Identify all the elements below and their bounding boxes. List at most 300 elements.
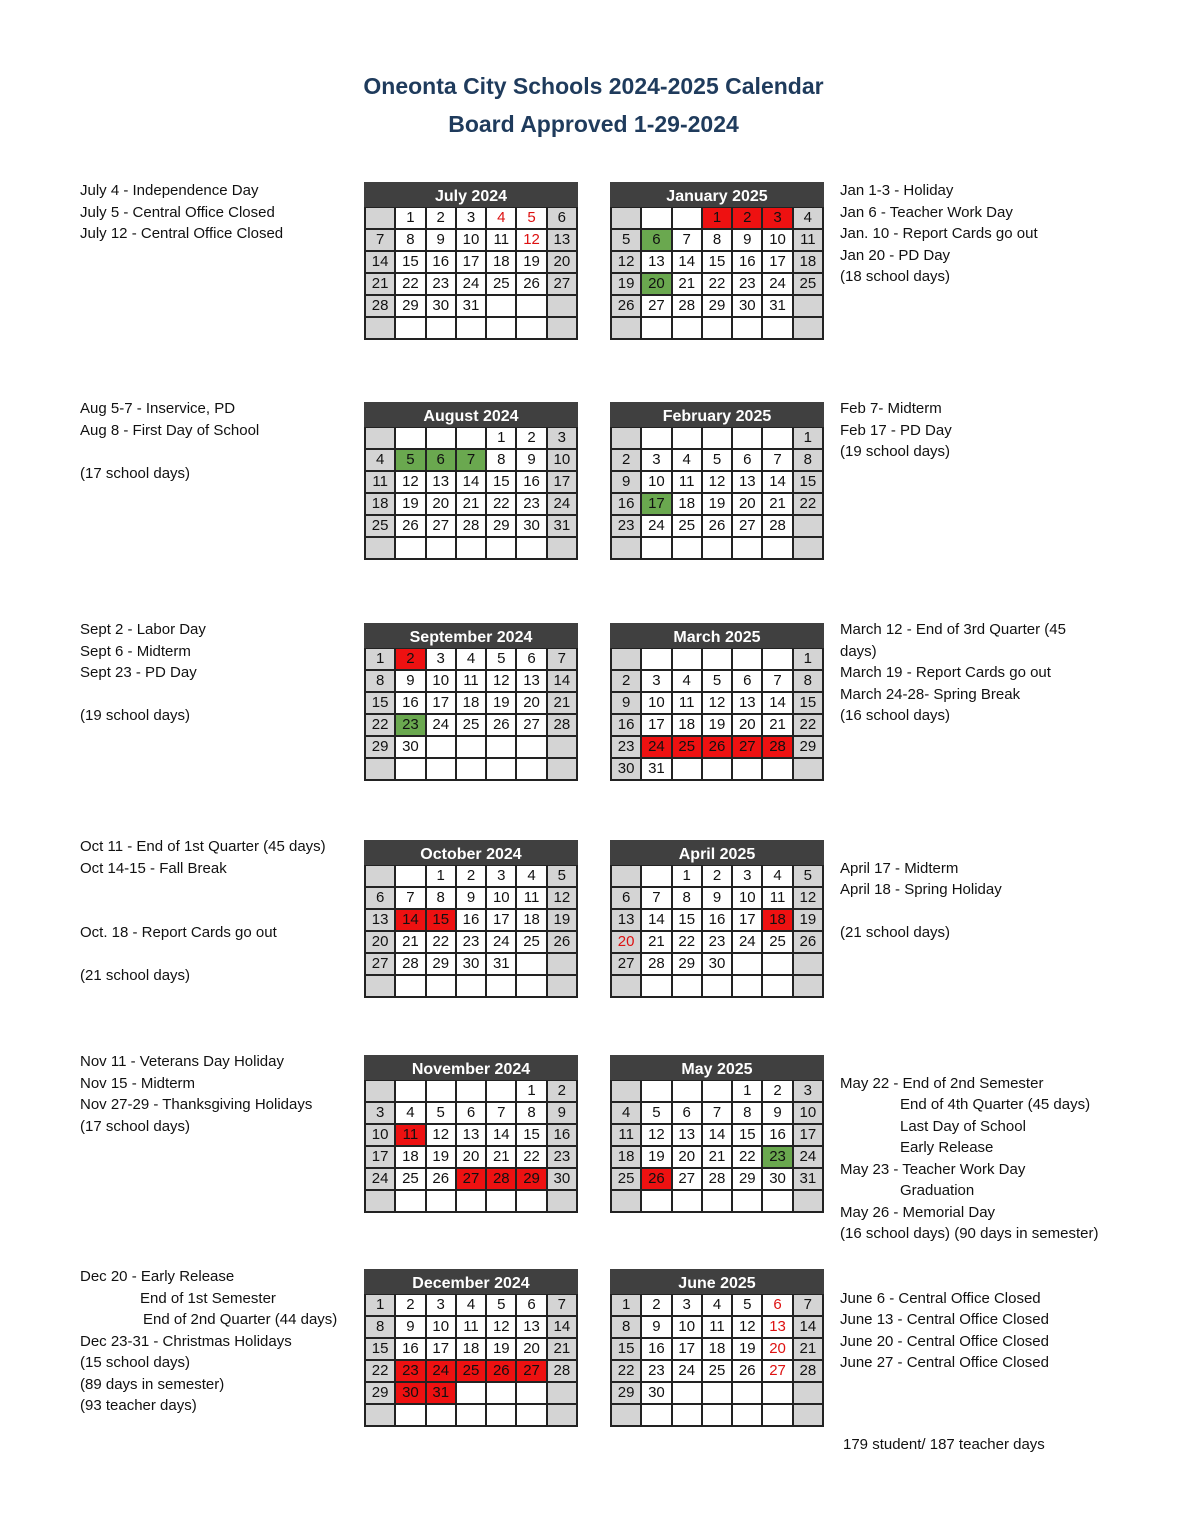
day-cell: 6 [763, 1295, 793, 1317]
empty-cell [366, 866, 396, 888]
day-cell: 30 [763, 1169, 793, 1191]
empty-cell [703, 649, 733, 671]
empty-cell [673, 1383, 703, 1405]
empty-cell [366, 976, 396, 998]
day-cell: 18 [612, 1147, 642, 1169]
day-cell: 12 [703, 693, 733, 715]
note-line [840, 1266, 1049, 1288]
day-cell: 26 [612, 296, 642, 318]
note-line: (21 school days) [840, 924, 951, 941]
day-cell: 30 [733, 296, 763, 318]
note-line: Dec 20 - Early Release [80, 1268, 235, 1285]
day-cell: 3 [427, 1295, 457, 1317]
day-cell: 25 [673, 516, 703, 538]
day-cell: 30 [517, 516, 547, 538]
month-calendar [610, 182, 824, 340]
month-title: May 2025 [610, 1055, 824, 1080]
day-cell: 17 [794, 1125, 824, 1147]
day-cell: 9 [612, 693, 642, 715]
month-grid [610, 865, 824, 998]
day-cell: 26 [517, 274, 547, 296]
day-cell: 13 [457, 1125, 487, 1147]
day-cell: 17 [548, 472, 578, 494]
day-cell: 19 [396, 494, 426, 516]
day-cell: 26 [427, 1169, 457, 1191]
day-cell: 4 [457, 1295, 487, 1317]
empty-cell [642, 318, 672, 340]
empty-cell [487, 1191, 517, 1213]
day-cell: 2 [733, 208, 763, 230]
day-cell: 7 [673, 230, 703, 252]
day-cell: 18 [366, 494, 396, 516]
day-cell: 24 [548, 494, 578, 516]
empty-cell [396, 1405, 426, 1427]
empty-cell [642, 538, 672, 560]
day-cell: 12 [396, 472, 426, 494]
day-cell: 13 [642, 252, 672, 274]
day-cell: 1 [366, 649, 396, 671]
day-cell: 9 [642, 1317, 672, 1339]
day-cell: 27 [457, 1169, 487, 1191]
day-cell: 4 [763, 866, 793, 888]
note-line: Last Day of School [900, 1117, 1026, 1135]
month-calendar [364, 1055, 578, 1213]
day-cell: 28 [396, 954, 426, 976]
month-title: March 2025 [610, 623, 824, 648]
day-cell: 26 [794, 932, 824, 954]
note-line: Jan 20 - PD Day [840, 246, 951, 264]
day-cell: 1 [427, 866, 457, 888]
empty-cell [733, 538, 763, 560]
day-cell: 23 [612, 516, 642, 538]
note-line [80, 684, 206, 706]
empty-cell [673, 428, 703, 450]
day-cell: 17 [427, 693, 457, 715]
day-cell: 23 [517, 494, 547, 516]
month-calendar [364, 182, 578, 340]
day-cell: 16 [763, 1125, 793, 1147]
day-cell: 25 [673, 737, 703, 759]
empty-cell [703, 1081, 733, 1103]
day-cell: 29 [366, 737, 396, 759]
empty-cell [733, 954, 763, 976]
empty-cell [763, 1383, 793, 1405]
note-line: Feb 7- Midterm [840, 400, 942, 417]
day-cell: 15 [366, 693, 396, 715]
empty-cell [548, 1383, 578, 1405]
day-cell: 24 [642, 516, 672, 538]
day-cell: 12 [612, 252, 642, 274]
day-cell: 3 [548, 428, 578, 450]
empty-cell [612, 1405, 642, 1427]
empty-cell [642, 649, 672, 671]
day-cell: 7 [763, 450, 793, 472]
note-line: May 22 - End of 2nd Semester [840, 1074, 1044, 1092]
day-cell: 1 [703, 208, 733, 230]
day-cell: 1 [673, 866, 703, 888]
note-line: Oct 14-15 - Fall Break [80, 859, 227, 877]
empty-cell [548, 1405, 578, 1427]
day-cell: 18 [457, 1339, 487, 1361]
notes-left [80, 619, 206, 727]
note-line: June 6 - Central Office Closed [840, 1289, 1041, 1307]
empty-cell [794, 538, 824, 560]
day-cell: 25 [487, 274, 517, 296]
note-line: Oct 11 - End of 1st Quarter (45 days) [80, 838, 326, 855]
day-cell: 1 [612, 1295, 642, 1317]
day-cell: 11 [673, 472, 703, 494]
empty-cell [733, 759, 763, 781]
day-cell: 16 [517, 472, 547, 494]
day-cell: 14 [763, 693, 793, 715]
notes-left [80, 1051, 312, 1137]
note-line: June 20 - Central Office Closed [840, 1332, 1049, 1350]
month-calendar [610, 1055, 824, 1213]
day-cell: 19 [548, 910, 578, 932]
day-cell: 25 [396, 1169, 426, 1191]
empty-cell [703, 1383, 733, 1405]
day-cell: 5 [794, 866, 824, 888]
day-cell: 19 [517, 252, 547, 274]
empty-cell [642, 866, 672, 888]
day-cell: 20 [733, 715, 763, 737]
note-line: (93 teacher days) [80, 1397, 197, 1414]
month-title: June 2025 [610, 1269, 824, 1294]
day-cell: 21 [366, 274, 396, 296]
day-cell: 20 [517, 693, 547, 715]
empty-cell [673, 649, 703, 671]
day-cell: 24 [642, 737, 672, 759]
empty-cell [733, 649, 763, 671]
note-line [840, 901, 1002, 923]
day-cell: 8 [427, 888, 457, 910]
day-cell: 11 [487, 230, 517, 252]
notes-left [80, 180, 283, 245]
day-cell: 19 [733, 1339, 763, 1361]
month-calendar [364, 623, 578, 781]
day-cell: 7 [703, 1103, 733, 1125]
day-cell: 11 [457, 1317, 487, 1339]
empty-cell [763, 318, 793, 340]
note-line: Dec 23-31 - Christmas Holidays [80, 1332, 292, 1350]
empty-cell [612, 208, 642, 230]
day-cell: 22 [366, 1361, 396, 1383]
day-cell: 20 [612, 932, 642, 954]
note-line: (16 school days) [840, 707, 951, 724]
note-line: End of 4th Quarter (45 days) [900, 1096, 1091, 1113]
day-cell: 6 [733, 671, 763, 693]
day-cell: 2 [427, 208, 457, 230]
empty-cell [517, 737, 547, 759]
day-cell: 31 [642, 759, 672, 781]
empty-cell [396, 1081, 426, 1103]
day-cell: 11 [457, 671, 487, 693]
day-cell: 8 [794, 450, 824, 472]
empty-cell [548, 1191, 578, 1213]
empty-cell [366, 538, 396, 560]
day-cell: 22 [703, 274, 733, 296]
day-cell: 17 [642, 715, 672, 737]
note-line [840, 836, 1002, 858]
day-cell: 2 [703, 866, 733, 888]
empty-cell [612, 1191, 642, 1213]
day-cell: 8 [517, 1103, 547, 1125]
empty-cell [396, 428, 426, 450]
day-cell: 3 [366, 1103, 396, 1125]
note-line: Graduation [900, 1182, 975, 1199]
empty-cell [366, 1405, 396, 1427]
note-line: April 17 - Midterm [840, 859, 959, 877]
day-cell: 13 [733, 472, 763, 494]
day-cell: 29 [487, 516, 517, 538]
day-cell: 7 [548, 1295, 578, 1317]
empty-cell [673, 318, 703, 340]
day-cell: 12 [733, 1317, 763, 1339]
month-grid [610, 648, 824, 781]
day-cell: 18 [487, 252, 517, 274]
day-cell: 1 [794, 649, 824, 671]
day-cell: 7 [396, 888, 426, 910]
notes-right [840, 398, 952, 463]
empty-cell [548, 538, 578, 560]
empty-cell [487, 759, 517, 781]
day-cell: 21 [642, 932, 672, 954]
day-cell: 30 [612, 759, 642, 781]
day-cell: 13 [733, 693, 763, 715]
day-cell: 19 [487, 693, 517, 715]
day-cell: 12 [642, 1125, 672, 1147]
empty-cell [673, 976, 703, 998]
note-line [840, 1051, 1098, 1073]
day-cell: 25 [763, 932, 793, 954]
day-cell: 16 [612, 715, 642, 737]
day-cell: 14 [794, 1317, 824, 1339]
day-cell: 22 [794, 494, 824, 516]
day-cell: 15 [794, 472, 824, 494]
empty-cell [794, 976, 824, 998]
note-line: April 18 - Spring Holiday [840, 881, 1002, 898]
day-cell: 9 [396, 1317, 426, 1339]
day-cell: 22 [517, 1147, 547, 1169]
notes-right [840, 619, 1066, 727]
day-cell: 18 [457, 693, 487, 715]
empty-cell [487, 1405, 517, 1427]
day-cell: 8 [673, 888, 703, 910]
empty-cell [366, 318, 396, 340]
day-cell: 27 [642, 296, 672, 318]
day-cell: 14 [457, 472, 487, 494]
note-line: Jan. 10 - Report Cards go out [840, 225, 1038, 242]
day-cell: 5 [487, 649, 517, 671]
empty-cell [673, 208, 703, 230]
day-cell: 20 [548, 252, 578, 274]
day-cell: 10 [427, 1317, 457, 1339]
note-line: March 24-28- Spring Break [840, 685, 1021, 703]
month-calendar [364, 1269, 578, 1427]
empty-cell [763, 428, 793, 450]
day-cell: 15 [794, 693, 824, 715]
note-line: May 23 - Teacher Work Day [840, 1160, 1026, 1178]
empty-cell [457, 1191, 487, 1213]
day-cell: 4 [517, 866, 547, 888]
empty-cell [642, 428, 672, 450]
day-cell: 21 [457, 494, 487, 516]
empty-cell [396, 538, 426, 560]
empty-cell [763, 759, 793, 781]
day-cell: 24 [427, 1361, 457, 1383]
day-cell: 15 [733, 1125, 763, 1147]
day-cell: 21 [487, 1147, 517, 1169]
empty-cell [548, 296, 578, 318]
day-cell: 19 [612, 274, 642, 296]
empty-cell [366, 759, 396, 781]
day-cell: 11 [612, 1125, 642, 1147]
day-cell: 1 [396, 208, 426, 230]
empty-cell [487, 737, 517, 759]
month-title: September 2024 [364, 623, 578, 648]
empty-cell [763, 976, 793, 998]
day-cell: 26 [733, 1361, 763, 1383]
day-cell: 30 [396, 1383, 426, 1405]
day-cell: 26 [548, 932, 578, 954]
empty-cell [517, 1383, 547, 1405]
empty-cell [794, 1191, 824, 1213]
day-cell: 26 [487, 1361, 517, 1383]
day-cell: 5 [396, 450, 426, 472]
note-line: Feb 17 - PD Day [840, 421, 952, 439]
empty-cell [548, 318, 578, 340]
empty-cell [487, 538, 517, 560]
day-cell: 22 [673, 932, 703, 954]
day-cell: 4 [487, 208, 517, 230]
day-cell: 4 [457, 649, 487, 671]
day-cell: 28 [487, 1169, 517, 1191]
day-cell: 31 [427, 1383, 457, 1405]
empty-cell [733, 1383, 763, 1405]
day-cell: 2 [517, 428, 547, 450]
day-cell: 10 [548, 450, 578, 472]
day-cell: 16 [396, 1339, 426, 1361]
day-cell: 7 [794, 1295, 824, 1317]
empty-cell [642, 208, 672, 230]
day-cell: 17 [642, 494, 672, 516]
note-line: Sept 6 - Midterm [80, 642, 191, 660]
empty-cell [733, 1191, 763, 1213]
note-line: June 27 - Central Office Closed [840, 1354, 1049, 1371]
page-title: Oneonta City Schools 2024-2025 Calendar [363, 73, 824, 99]
note-line: (17 school days) [80, 1117, 191, 1135]
day-cell: 27 [763, 1361, 793, 1383]
day-cell: 11 [703, 1317, 733, 1339]
day-cell: 13 [548, 230, 578, 252]
month-grid [364, 865, 578, 998]
empty-cell [457, 1383, 487, 1405]
empty-cell [733, 976, 763, 998]
day-cell: 9 [733, 230, 763, 252]
day-cell: 18 [703, 1339, 733, 1361]
day-cell: 29 [794, 737, 824, 759]
day-cell: 14 [548, 1317, 578, 1339]
day-cell: 18 [517, 910, 547, 932]
day-cell: 24 [673, 1361, 703, 1383]
day-cell: 4 [794, 208, 824, 230]
day-cell: 4 [703, 1295, 733, 1317]
note-line: (17 school days) [80, 464, 191, 482]
day-cell: 24 [366, 1169, 396, 1191]
day-cell: 20 [763, 1339, 793, 1361]
day-cell: 10 [642, 693, 672, 715]
empty-cell [427, 1191, 457, 1213]
day-cell: 25 [457, 1361, 487, 1383]
note-line: July 5 - Central Office Closed [80, 203, 275, 221]
day-cell: 20 [642, 274, 672, 296]
empty-cell [427, 428, 457, 450]
day-cell: 24 [733, 932, 763, 954]
day-cell: 27 [733, 516, 763, 538]
day-cell: 29 [703, 296, 733, 318]
day-cell: 18 [396, 1147, 426, 1169]
day-cell: 17 [487, 910, 517, 932]
day-cell: 8 [703, 230, 733, 252]
empty-cell [548, 759, 578, 781]
month-calendar [610, 402, 824, 560]
day-cell: 30 [457, 954, 487, 976]
day-cell: 28 [457, 516, 487, 538]
day-cell: 7 [457, 450, 487, 472]
empty-cell [673, 1191, 703, 1213]
day-cell: 2 [612, 671, 642, 693]
empty-cell [794, 516, 824, 538]
note-line: End of 1st Semester [140, 1289, 276, 1307]
month-calendar [364, 840, 578, 998]
day-cell: 10 [642, 472, 672, 494]
day-cell: 9 [396, 671, 426, 693]
day-cell: 6 [366, 888, 396, 910]
empty-cell [612, 1081, 642, 1103]
month-grid [610, 207, 824, 340]
empty-cell [703, 428, 733, 450]
day-cell: 24 [457, 274, 487, 296]
day-cell: 8 [487, 450, 517, 472]
empty-cell [517, 976, 547, 998]
day-cell: 9 [703, 888, 733, 910]
day-cell: 28 [794, 1361, 824, 1383]
note-line: March 19 - Report Cards go out [840, 664, 1051, 681]
empty-cell [517, 1191, 547, 1213]
empty-cell [427, 318, 457, 340]
day-cell: 7 [642, 888, 672, 910]
day-cell: 2 [763, 1081, 793, 1103]
day-cell: 29 [396, 296, 426, 318]
empty-cell [457, 737, 487, 759]
day-cell: 6 [548, 208, 578, 230]
day-cell: 8 [396, 230, 426, 252]
empty-cell [763, 954, 793, 976]
day-cell: 16 [642, 1339, 672, 1361]
page-subtitle: Board Approved 1-29-2024 [448, 111, 739, 137]
empty-cell [612, 318, 642, 340]
day-cell: 15 [487, 472, 517, 494]
empty-cell [733, 1405, 763, 1427]
day-cell: 17 [733, 910, 763, 932]
day-cell: 10 [733, 888, 763, 910]
day-cell: 7 [548, 649, 578, 671]
day-cell: 13 [517, 671, 547, 693]
day-cell: 14 [396, 910, 426, 932]
day-cell: 16 [548, 1125, 578, 1147]
day-cell: 28 [642, 954, 672, 976]
empty-cell [673, 1405, 703, 1427]
